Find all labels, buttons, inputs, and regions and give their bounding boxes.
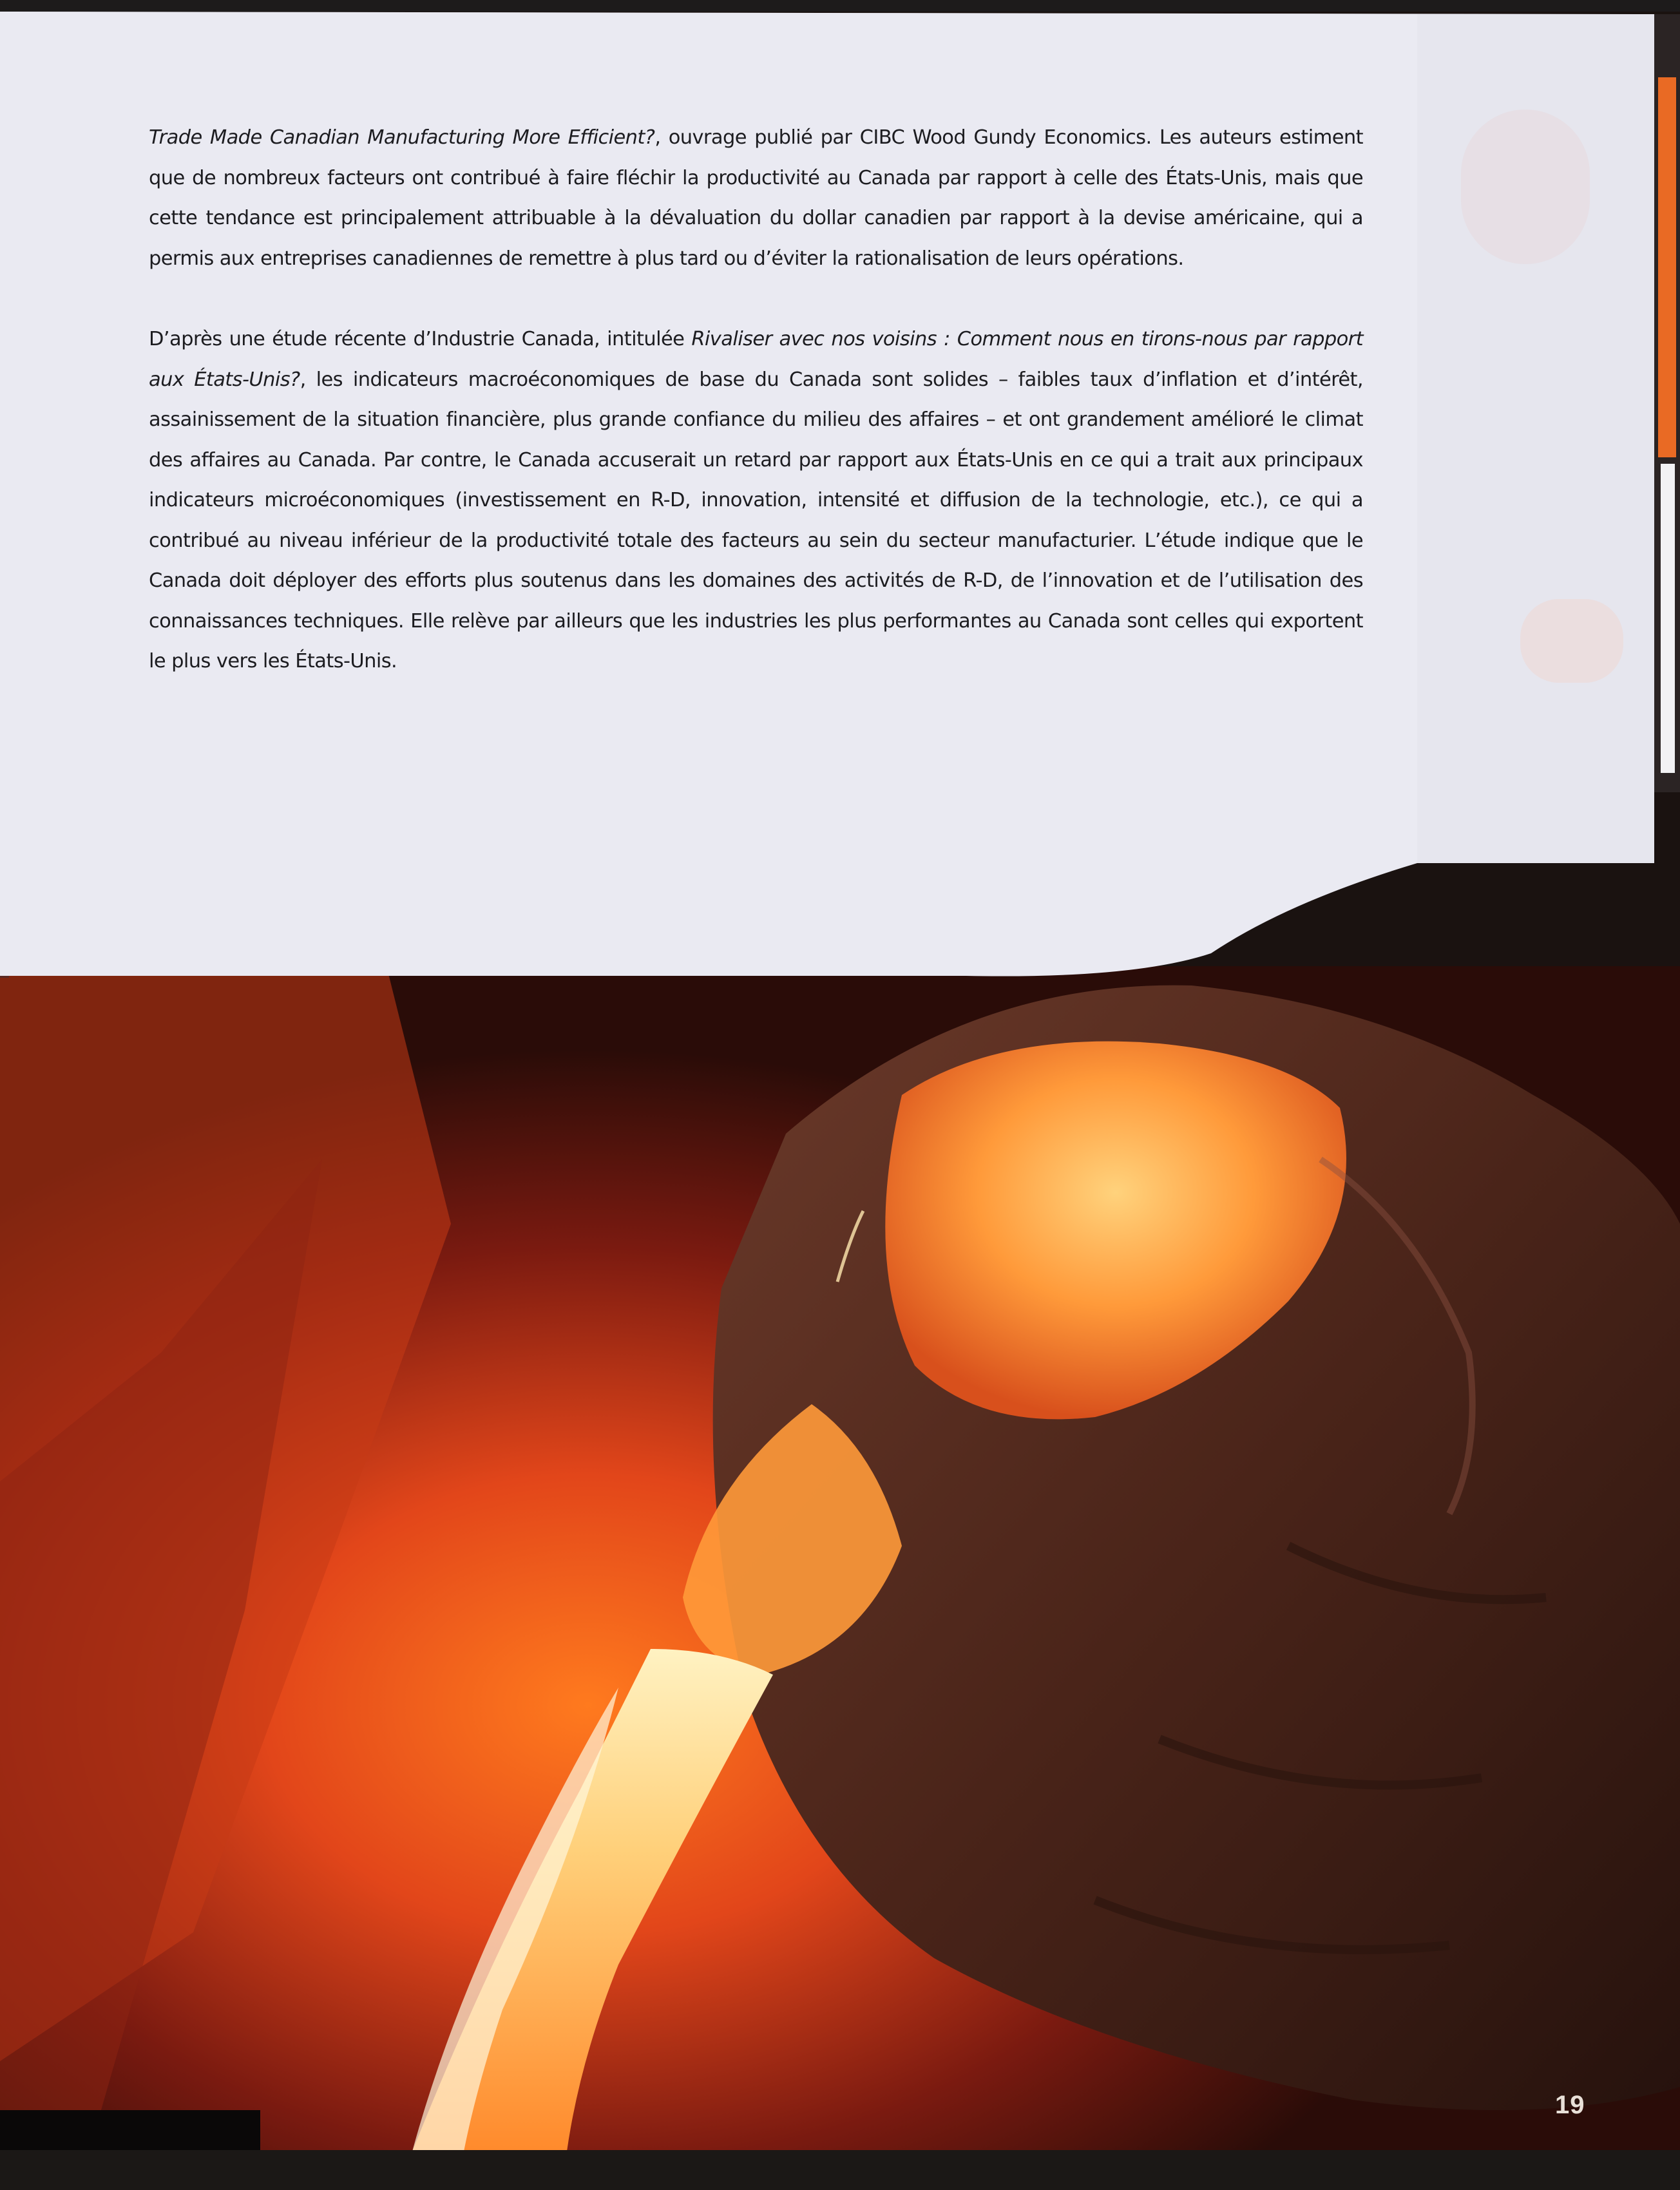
body-paragraph-2: [149, 319, 1363, 682]
page-number: 19: [1555, 2091, 1585, 2119]
bottom-left-bar: [0, 2110, 260, 2150]
paragraph-intro: D’après une étude récente d’Industrie Canada, intitulée: [149, 328, 692, 350]
bottom-strip: [0, 2150, 1680, 2190]
publication-title: Trade Made Canadian Manufacturing More Efficient?: [149, 126, 655, 149]
study-title: Rivaliser avec nos voisins : Comment nous en tirons-nous par rapport aux États-Unis?: [149, 328, 1363, 391]
paragraph-text: , ouvrage publié par CIBC Wood Gundy Economics. Les auteurs estiment que de nombreux facteurs ont contribué à faire fléchir la productivité au Canada par rapport à celle des États-Unis, mais que cette tendance est principalement attribuable à la dévaluation du dollar canadien par rapport à la devise américaine, qui a permis aux entreprises canadiennes de remettre à plus tard ou d’éviter la rationalisation de leurs opérations.: [149, 126, 1363, 270]
paragraph-text: , les indicateurs macroéconomiques de base du Canada sont solides – faibles taux d’inflation et d’intérêt, assainissement de la situation financière, plus grande confiance du milieu des affaires – et ont grandement amélioré le climat des affaires au Canada. Par contre, le Canada accuserait un retard par rapport aux États-Unis en ce qui a trait aux principaux indicateurs microéconomiques (investissement en R-D, innovation, intensité et diffusion de la technologie, etc.), ce qui a contribué au niveau inférieur de la productivité totale des facteurs au sein du secteur manufacturier. L’étude indique que le Canada doit déployer des efforts plus soutenus dans les domaines des activités de R-D, de l’innovation et de l’utilisation des connaissances techniques. Elle relève par ailleurs que les industries les plus performantes au Canada sont celles qui exportent le plus vers les États-Unis.: [149, 368, 1364, 672]
body-paragraph-1: [149, 118, 1363, 279]
